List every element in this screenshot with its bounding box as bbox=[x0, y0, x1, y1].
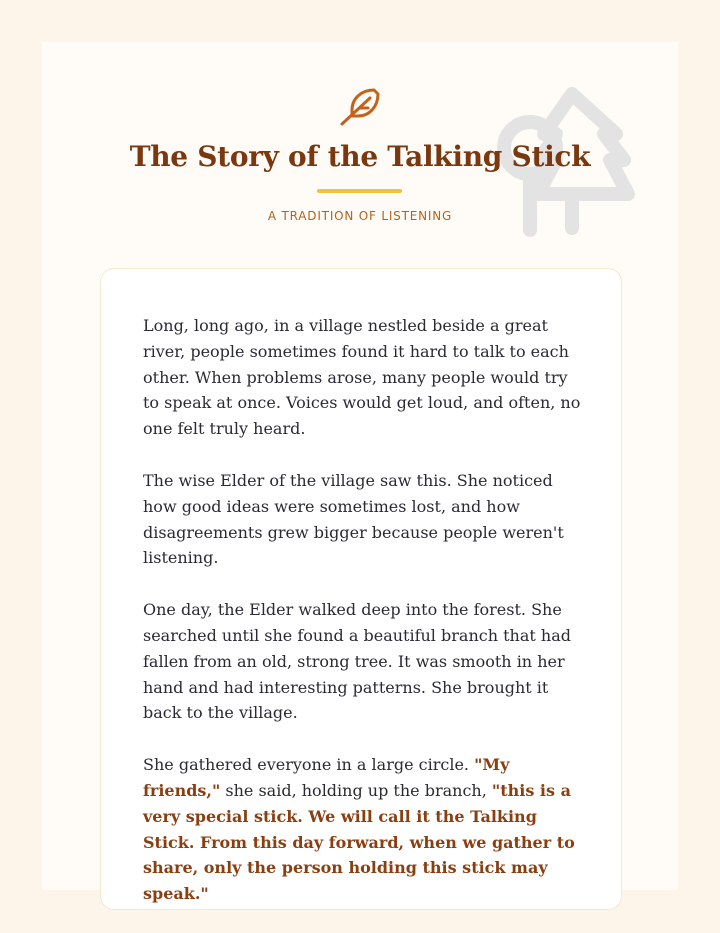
narration-text: she said, holding up the branch, bbox=[220, 780, 492, 800]
story-paragraph: Long, long ago, in a village nestled beside a great river, people sometimes found it hard to talk to each other. When problems arose, many people would try to speak at once. Voices would get loud, and often, no one felt truly heard. bbox=[143, 316, 581, 439]
page-title: The Story of the Talking Stick bbox=[129, 140, 591, 173]
title-divider bbox=[317, 189, 402, 193]
story-card bbox=[100, 268, 622, 910]
feather-icon bbox=[338, 84, 382, 128]
story-body bbox=[143, 313, 583, 933]
elder-quote: "My friends," bbox=[143, 755, 510, 800]
story-paragraph bbox=[143, 752, 583, 907]
narration-text: She gathered everyone in a large circle. bbox=[143, 755, 475, 775]
elder-quote: "this is a very special stick. We will call it the Talking Stick. From this day forward, when we gather to share, only the person holding this stick may speak." bbox=[143, 780, 575, 904]
story-paragraph: The wise Elder of the village saw this. She noticed how good ideas were sometimes lost, and how disagreements grew bigger because people weren't listening. bbox=[143, 470, 564, 568]
story-paragraph: One day, the Elder walked deep into the forest. She searched until she found a beautiful branch that had fallen from an old, strong tree. It was smooth in her hand and had interesting patterns. She brought it back to the village. bbox=[143, 600, 571, 723]
page-subtitle: A TRADITION OF LISTENING bbox=[267, 209, 453, 223]
